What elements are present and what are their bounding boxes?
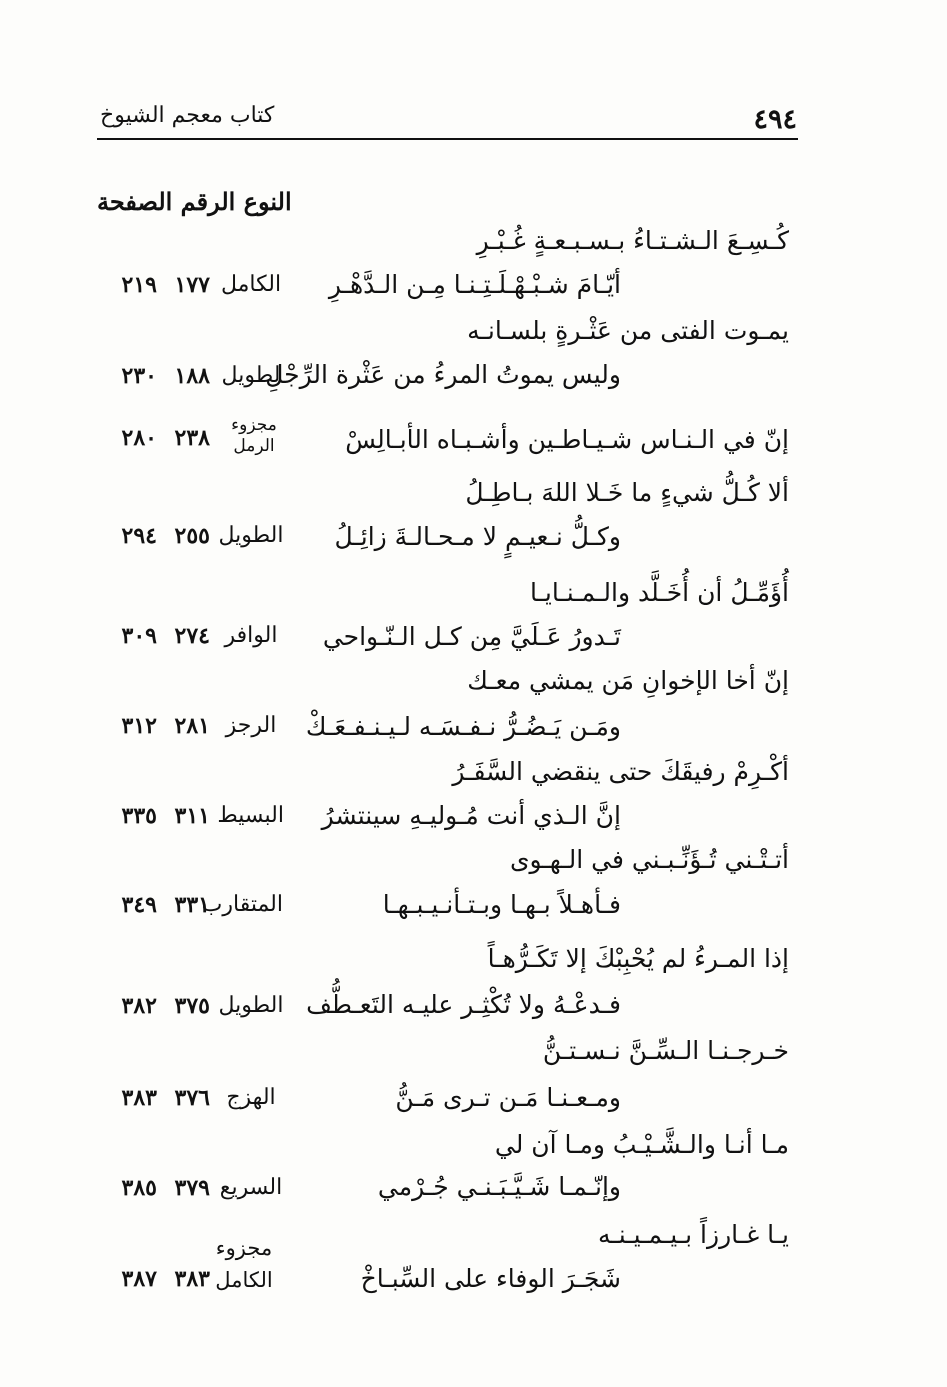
meter-name: الكامل bbox=[220, 272, 282, 297]
page-reference: ٣٤٩ bbox=[121, 892, 157, 918]
poem-number: ٢٥٥ bbox=[174, 523, 210, 549]
verse-second-half: أيّـامَ شـبْـهْـلَـتِـنـا مِـن الـدَّهْـرِ bbox=[328, 270, 621, 299]
poem-number: ٣٧٩ bbox=[174, 1175, 210, 1201]
verse-first-half: إذا المـرءُ لم يُحْبِبْكَ إلا تَكَـرُّهـاً bbox=[487, 944, 789, 973]
page-reference: ٣١٢ bbox=[121, 713, 157, 739]
poem-number: ٢٨١ bbox=[174, 713, 210, 739]
page-reference: ٣٣٥ bbox=[121, 803, 157, 829]
header-rule bbox=[97, 138, 798, 140]
meter-name: البسيط bbox=[217, 803, 284, 828]
page-number: ٤٩٤ bbox=[753, 104, 797, 135]
poem-number: ٢٧٤ bbox=[174, 623, 210, 649]
book-title: كتاب معجم الشيوخ bbox=[100, 103, 275, 128]
poem-number: ٣٧٥ bbox=[174, 993, 210, 1019]
verse-first-half: يمـوت الفتى من عَثْـرةٍ بلسـانـه bbox=[467, 316, 789, 345]
meter-name: المتقارب bbox=[201, 892, 283, 917]
column-headers: النوع الرقم الصفحة bbox=[97, 187, 292, 216]
poem-number: ٣٧٦ bbox=[174, 1085, 210, 1111]
meter-name: الطويل bbox=[218, 523, 284, 548]
poem-number: ٢٣٨ bbox=[174, 425, 210, 451]
verse-first-half: أتـتْـني تُـؤَنِّـبـني في الـهـوى bbox=[509, 845, 789, 874]
page-reference: ٣٨٣ bbox=[121, 1085, 157, 1111]
verse-first-half: كُـسِـعَ الـشـتـاءُ بـسـبـعـةٍ غُـبْـرِ bbox=[476, 226, 789, 255]
page-reference: ٣٨٢ bbox=[121, 993, 157, 1019]
poem-number: ١٧٧ bbox=[174, 272, 210, 298]
verse-second-half: ومـعـنـا مَـن تـرى مَـنُّ bbox=[395, 1083, 621, 1112]
verse-first-half: ألا كُـلُّ شيءٍ ما خَـلا اللهَ بـاطِـلُ bbox=[465, 478, 789, 507]
verse-first-half: إنّ في الـنـاس شـيـاطـين وأشـبـاه الأبـالِسْ bbox=[345, 425, 789, 454]
poem-number: ١٨٨ bbox=[174, 363, 210, 389]
page-reference: ٢٩٤ bbox=[121, 523, 157, 549]
page-reference: ٢٨٠ bbox=[121, 425, 157, 451]
meter-name: مجزوء الرمل bbox=[231, 415, 277, 456]
page-reference: ٣٨٧ bbox=[121, 1266, 157, 1292]
meter-name: السريع bbox=[219, 1175, 283, 1200]
verse-second-half: إنَّ الـذي أنت مُـوليـهِ سينتشرُ bbox=[321, 801, 621, 830]
page-reference: ٢١٩ bbox=[121, 272, 157, 298]
verse-second-half: تَـدورُ عَـلَيَّ مِن كـل الـنّـواحي bbox=[322, 622, 621, 651]
page-reference: ٣٨٥ bbox=[121, 1175, 157, 1201]
verse-second-half: فـدعْـهُ ولا تُكْثِـر عليـه التَعـطُّف bbox=[306, 990, 621, 1019]
poem-number: ٣٨٣ bbox=[174, 1266, 210, 1292]
verse-second-half: وإنّـمـا شَـيَّـبَـنـي جُـرْمي bbox=[377, 1172, 621, 1201]
verse-first-half: خـرجـنـا الـسِّـنَّ نـسـتـنُّ bbox=[542, 1036, 789, 1065]
verse-second-half: وكـلُّ نـعيـمٍ لا مـحـالـةَ زائِـلُ bbox=[334, 522, 621, 551]
verse-first-half: أُؤَمِّـلُ أن أُخَـلَّد والـمـنـايـا bbox=[529, 578, 789, 607]
meter-name: الطويل bbox=[218, 993, 284, 1018]
verse-first-half: مـا أنـا والـشَّـيْـبُ ومـا آن لي bbox=[494, 1130, 789, 1159]
verse-first-half: إنّ أخا الإخوانِ مَن يمشي معـك bbox=[467, 666, 789, 695]
meter-name: لطويل bbox=[221, 363, 281, 388]
verse-second-half: ومَـن يَـضُـرُّ نـفـسَـه لـيـنـفـعَـكْ bbox=[305, 712, 621, 741]
verse-first-half: أكْـرِمْ رفيقَكَ حتى ينقضي السَّفَـرُ bbox=[452, 757, 789, 786]
verse-first-half: يـا غـارزاً بـيـمـيـنـه bbox=[598, 1220, 789, 1249]
meter-name: الوافر bbox=[224, 623, 278, 648]
meter-name: الهزج bbox=[226, 1085, 276, 1110]
verse-second-half: فـأهـلاً بـهـا وبـتـأنـيـبـهـا bbox=[382, 890, 621, 919]
meter-name: مجزوء الكامل bbox=[215, 1236, 273, 1292]
meter-name: الرجز bbox=[225, 713, 277, 738]
poem-number: ٣١١ bbox=[174, 803, 210, 829]
page-reference: ٢٣٠ bbox=[121, 363, 157, 389]
verse-second-half: شَجَـرَ الوفاء على السِّبـاخْ bbox=[360, 1264, 621, 1293]
page-reference: ٣٠٩ bbox=[121, 623, 157, 649]
poem-number: ٣٣١ bbox=[174, 892, 210, 918]
verse-second-half: وليس يموتُ المرءُ من عَثْرة الرِّجْلِ bbox=[265, 360, 621, 389]
